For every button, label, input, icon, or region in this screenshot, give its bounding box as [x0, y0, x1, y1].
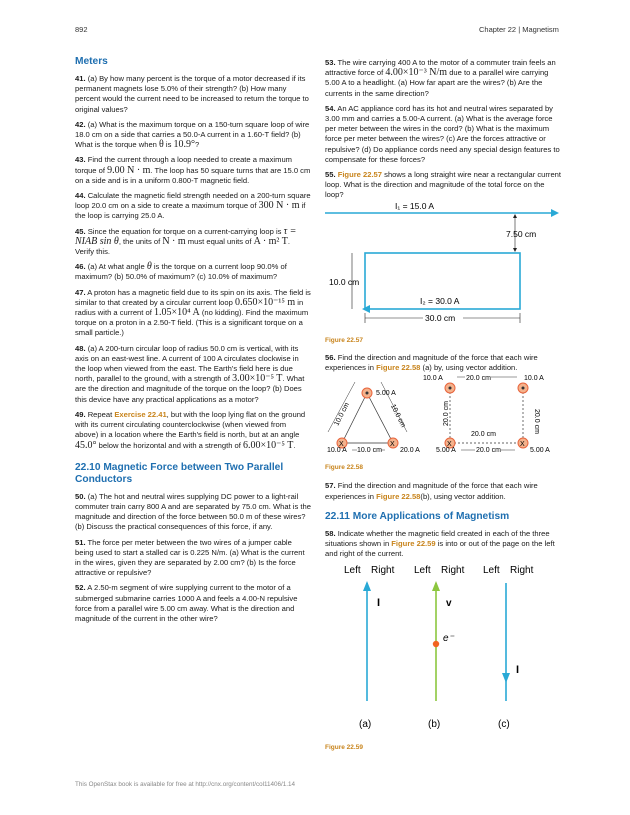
svg-text:(a): (a) [359, 719, 372, 731]
problem-57: 57. Find the direction and magnitude of the force that each wire experiences in Figure 22.58(b), using vector addition. [325, 481, 538, 501]
svg-text:X: X [390, 441, 395, 449]
svg-text:(c): (c) [498, 719, 510, 731]
figure-22-58-caption: Figure 22.58 [325, 464, 363, 472]
problem-51: 51. The force per meter between the two wires of a jumper cable being used to start a stalled car is 0.225 N/m. (a) What is the current in the wires, given they are separated by 2.00 cm? (b) Is the force attractive or repulsive? [75, 537, 305, 578]
label-tl-current: 10.0 A [423, 375, 443, 383]
label-top-current: 5.00 A [376, 390, 396, 398]
link-figure-22-58[interactable]: Figure 22.58 [376, 491, 421, 501]
problem-47: 47. A proton has a magnetic field due to its spin on its axis. The field is similar to that created by a circular current loop 0.650×10⁻¹⁵ m in radius with a current of 1.05×10⁴ A (no kidding). Find the maximum torque on a proton in a 2.50-T field. (This is a significant torque on a small particle.) [75, 287, 311, 338]
section-heading-22-10: 22.10 Magnetic Force between Two Parallel Conductors [75, 461, 284, 485]
problem-49: 49. Repeat Exercise 22.41, but with the loop lying flat on the ground with its current circulating counterclockwise (when viewed from above) in a location where the Earth's field is north, but at an angle 45.0° below the horizontal and with a strength of 6.00×10⁻⁵ T. [75, 409, 306, 451]
label-I2: I₂ = 30.0 A [420, 295, 460, 306]
label-I1: I₁ = 15.0 A [395, 200, 435, 211]
panel-c [483, 565, 534, 730]
panel-b [414, 565, 465, 730]
figure-22-57 [325, 201, 561, 326]
label-br-current: 20.0 A [400, 447, 420, 455]
right-column [325, 58, 561, 754]
svg-text:Left: Left [414, 565, 431, 577]
label-br-current: 5.00 A [530, 447, 550, 455]
figure-22-58 [325, 373, 561, 455]
chapter-title: Chapter 22 | Magnetism [479, 25, 559, 34]
section-heading-22-11: 22.11 More Applications of Magnetism [325, 510, 510, 522]
label-bl-current: 5.00 A [436, 447, 456, 455]
label-right: 20.0 cm [533, 409, 540, 435]
svg-text:Right: Right [371, 565, 395, 577]
label-bl-current: 10.0 A [327, 447, 347, 455]
label-side1: 10.0 cm [333, 401, 351, 428]
section-heading-meters: Meters [75, 56, 108, 67]
label-side2: 10.0 cm [388, 403, 407, 429]
svg-text:Right: Right [510, 565, 534, 577]
arrow-icon [513, 248, 517, 252]
problem-44: 44. Calculate the magnetic field strength needed on a 200-turn square loop 20.0 cm on a side to create a maximum torque of 300 N · m if the loop is carrying 25.0 A. [75, 191, 311, 221]
problem-53: 53. The wire carrying 400 A to the motor of a commuter train feels an attractive force of 4.00×10⁻³ N/m due to a parallel wire carrying 5.00 A to a headlight. (a) How far apart are the wires? (b) Are the currents in the same direction? [325, 58, 556, 98]
svg-text:e⁻: e⁻ [443, 633, 454, 645]
figure-22-57-caption: Figure 22.57 [325, 336, 363, 344]
problem-46: 46. (a) At what angle θ is the torque on a current loop 90.0% of maximum? (b) 50.0% of maximum? (c) 10.0% of maximum? [75, 261, 287, 282]
problem-54: 54. An AC appliance cord has its hot and neutral wires separated by 3.00 mm and carries a 5.00-A current. (a) What is the average force per meter between the wires in the cord? (b) What is the maximum force per meter between the wires? (c) Are the forces attractive or repulsive? (d) Do appliance cords need any special design features to compensate for these forces? [325, 103, 560, 164]
problem-42: 42. (a) What is the maximum torque on a 150-turn square loop of wire 18.0 cm on a side that carries a 50.0-A current in a 1.60-T field? (b) What is the torque when θ is 10.9°? [75, 119, 310, 151]
link-exercise-22-41[interactable]: Exercise 22.41 [114, 409, 167, 419]
label-height: 10.0 cm [329, 276, 360, 287]
svg-text:Left: Left [483, 565, 500, 577]
label-top: 20.0 cm [466, 375, 491, 383]
problem-41: 41. (a) By how many percent is the torque of a motor decreased if its permanent magnets lose 5.0% of their strength? (b) How many percent would the current need to be increased to return the torque to original values? [75, 74, 309, 114]
svg-text:v: v [446, 598, 452, 610]
arrow-down-icon [502, 673, 510, 683]
arrow-icon [362, 305, 370, 313]
triangle-config [327, 382, 420, 454]
electron-icon [433, 641, 439, 647]
problem-52: 52. A 2.50-m segment of wire supplying current to the motor of a submerged submarine carries 1000 A and feels a 4.00-N repulsive force from a parallel wire 5.00 cm away. What is the direction and magnitude of the current in the other wire? [75, 583, 298, 623]
arrow-up-icon [432, 581, 440, 591]
label-base: 10.0 cm [357, 447, 382, 455]
problem-56: 56. Find the direction and magnitude of the force that each wire experiences in Figure 22.58 (a) by, using vector addition. [325, 352, 538, 373]
figure-22-59-caption: Figure 22.59 [325, 744, 363, 752]
problem-48: 48. (a) A 200-turn circular loop of radius 50.0 cm is vertical, with its axis on an east-west line. A current of 100 A circulates clockwise in the loop when viewed from the east. The Earth's field here is due north, parallel to the ground, with a strength of 3.00×10⁻⁵ T. What are the direction and magnitude of the torque on the loop? (b) Does this device have any practical applications as a motor? [75, 343, 305, 404]
figure-22-59 [325, 561, 561, 733]
label-inner: 20.0 cm [471, 431, 496, 439]
arrow-icon [551, 209, 559, 217]
label-left: 20.0 cm [443, 401, 450, 427]
svg-text:I: I [377, 597, 381, 610]
label-bottom: 20.0 cm [476, 447, 501, 455]
label-gap: 7.50 cm [506, 228, 537, 239]
svg-text:X: X [520, 441, 525, 449]
svg-text:X: X [339, 441, 344, 449]
svg-text:X: X [447, 441, 452, 449]
panel-a [344, 565, 395, 730]
svg-text:Left: Left [344, 565, 361, 577]
problem-43: 43. Find the current through a loop needed to create a maximum torque of 9.00 N · m. The loop has 50 square turns that are 15.0 cm on a side and is in a uniform 0.800-T magnetic field. [75, 155, 311, 185]
arrow-icon [513, 214, 517, 218]
link-figure-22-57[interactable]: Figure 22.57 [337, 170, 383, 180]
link-figure-22-58[interactable]: Figure 22.58 [376, 363, 421, 373]
left-column [75, 56, 311, 629]
footer-note: This OpenStax book is available for free at http://cnx.org/content/col11406/1.14 [75, 781, 296, 788]
link-figure-22-59[interactable]: Figure 22.59 [391, 539, 436, 549]
arrow-up-icon [363, 581, 371, 591]
label-tr-current: 10.0 A [524, 375, 544, 383]
page-number: 892 [75, 25, 88, 34]
svg-text:Right: Right [441, 565, 465, 577]
label-width: 30.0 cm [425, 312, 456, 323]
problem-55: 55. Figure 22.57 shows a long straight wire near a rectangular current loop. What is the direction and magnitude of the total force on the loop? [325, 170, 561, 200]
square-config [423, 373, 550, 454]
problem-45: 45. Since the equation for torque on a current-carrying loop is τ = NIAB sin θ, the units of N · m must equal units of A · m² T. Verify this. [75, 225, 297, 257]
problem-58: 58. Indicate whether the magnetic field created in each of the three situations shown in Figure 22.59 is into or out of the page on the left and right of the current. [325, 528, 555, 559]
svg-text:I: I [516, 664, 520, 677]
svg-text:(b): (b) [428, 719, 441, 731]
problem-50: 50. (a) The hot and neutral wires supplying DC power to a light-rail commuter train carry 800 A and are separated by 75.0 cm. What is the magnitude and direction of the force between 50.0 m of these wires? (b) Discuss the practical consequences of this force, if any. [75, 491, 311, 532]
